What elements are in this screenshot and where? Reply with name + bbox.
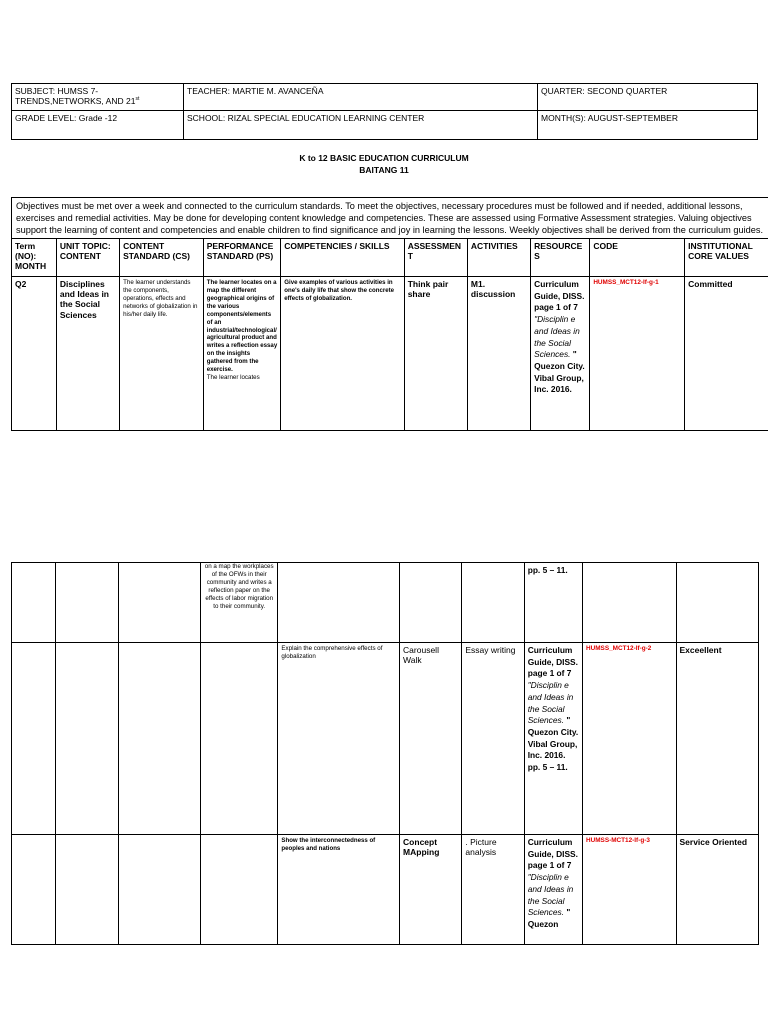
code-cell: HUMSS-MCT12-If-g-3 (583, 835, 677, 945)
unit-topic-cell: Disciplines and Ideas in the Social Sciences (56, 277, 119, 431)
empty-cell (676, 563, 759, 643)
resources-cell (531, 277, 590, 431)
intro-text: Objectives must be met over a week and connected to the curriculum standards. To meet the objectives, necessary procedures must be followed and if needed, additional lessons, exercises and remedial activities. May be done for developing content knowledge and competencies. These are assessed using Formative Assessment strategies. Valuing objectives support the learning of content and competencies and enable children to find significance and joy in learning the lessons. Weekly objectives shall be derived from the curriculum guides. (12, 198, 768, 239)
performance-standard-continued: on a map the workplaces of the OFWs in their community and writes a reflection paper on the effects of labor migration to their community. (201, 563, 278, 643)
competency-cell: Give examples of various activities in one's daily life that show the concrete effects of globalization. (281, 277, 404, 431)
empty-cell (56, 563, 118, 643)
resources-publisher: " Quezon City. Vibal Group, Inc. 2016. pp. 5 – 11. (527, 715, 579, 773)
empty-cell (462, 563, 524, 643)
performance-standard-cont: The learner locates (206, 374, 260, 382)
subject-cell (12, 84, 184, 111)
content-standard-cell: The learner understands the components, operations, effects and networks of globalization in his/her daily life. (120, 277, 204, 431)
col-term: Term (NO): MONTH (12, 239, 57, 277)
activities-cell: Essay writing (462, 643, 524, 835)
col-assessment: ASSESSMENT (404, 239, 467, 277)
activities-cell: M1. discussion (467, 277, 530, 431)
core-value-cell: Exceellent (676, 643, 759, 835)
empty-cell (12, 643, 56, 835)
empty-cell (583, 563, 677, 643)
grade-level-cell: GRADE LEVEL: Grade -12 (12, 111, 184, 140)
competency-cell: Explain the comprehensive effects of globalization (278, 643, 400, 835)
teacher-cell: TEACHER: MARTIE M. AVANCEÑA (184, 84, 538, 111)
assessment-cell: Think pair share (404, 277, 467, 431)
assessment-cell: Carousell Walk (400, 643, 462, 835)
resources-guide: Curriculum Guide, DISS. page 1 of 7 (527, 837, 578, 871)
resources-book-title: "Disciplin e and Ideas in the Social Sciences. (527, 872, 574, 918)
school-cell: SCHOOL: RIZAL SPECIAL EDUCATION LEARNING CENTER (184, 111, 538, 140)
empty-cell (118, 643, 200, 835)
curriculum-table-continued (11, 562, 759, 945)
competency-cell: Show the interconnectedness of peoples and nations (278, 835, 400, 945)
resources-guide: Curriculum Guide, DISS. page 1 of 7 (534, 279, 585, 313)
curriculum-table (11, 197, 768, 431)
curriculum-title: K to 12 BASIC EDUCATION CURRICULUM (299, 153, 469, 163)
curriculum-subtitle: BAITANG 11 (359, 165, 409, 175)
performance-standard-text: The learner locates on a map the different geographical origins of the various components/elements of an industrial/technological/agricultural product and writes a reflection essay on the insights gathered from the exercise. (206, 279, 278, 374)
empty-cell (12, 563, 56, 643)
subject-sup: st (135, 96, 140, 103)
resources-pages: pp. 5 – 11. (524, 563, 582, 643)
col-competencies: COMPETENCIES / SKILLS (281, 239, 404, 277)
resources-book-title: "Disciplin e and Ideas in the Social Sciences. (534, 314, 580, 360)
empty-cell (278, 563, 400, 643)
empty-cell (201, 835, 278, 945)
empty-cell (56, 835, 118, 945)
empty-cell (56, 643, 118, 835)
col-core-values: INSTITUTIONAL CORE VALUES (685, 239, 768, 277)
activities-cell: . Picture analysis (462, 835, 524, 945)
quarter-cell: QUARTER: SECOND QUARTER (538, 84, 758, 111)
col-code: CODE (590, 239, 685, 277)
resources-publisher: " Quezon City. Vibal Group, Inc. 2016. (534, 349, 585, 395)
months-cell: MONTH(S): AUGUST-SEPTEMBER (538, 111, 758, 140)
assessment-cell: Concept MApping (400, 835, 462, 945)
performance-standard-cell (203, 277, 281, 431)
col-resources: RESOURCES (531, 239, 590, 277)
empty-cell (118, 835, 200, 945)
resources-book-title: "Disciplin e and Ideas in the Social Sciences. (527, 680, 574, 726)
empty-cell (400, 563, 462, 643)
resources-guide: Curriculum Guide, DISS. page 1 of 7 (527, 645, 578, 679)
core-value-cell: Service Oriented (676, 835, 759, 945)
resources-publisher: " Quezon (527, 907, 571, 929)
empty-cell (12, 835, 56, 945)
col-performance-standard: PERFORMANCE STANDARD (PS) (203, 239, 281, 277)
term-cell: Q2 (12, 277, 57, 431)
col-unit-topic: UNIT TOPIC: CONTENT (56, 239, 119, 277)
subject-text: SUBJECT: HUMSS 7- TRENDS,NETWORKS, AND 21 (15, 86, 136, 107)
col-content-standard: CONTENT STANDARD (CS) (120, 239, 204, 277)
resources-cell (524, 835, 582, 945)
header-table (11, 83, 758, 140)
resources-cell (524, 643, 582, 835)
col-activities: ACTIVITIES (467, 239, 530, 277)
empty-cell (201, 643, 278, 835)
code-cell: HUMSS_MCT12-If-g-2 (583, 643, 677, 835)
empty-cell (118, 563, 200, 643)
core-value-cell: Committed (685, 277, 768, 431)
code-cell: HUMSS_MCT12-If-g-1 (590, 277, 685, 431)
